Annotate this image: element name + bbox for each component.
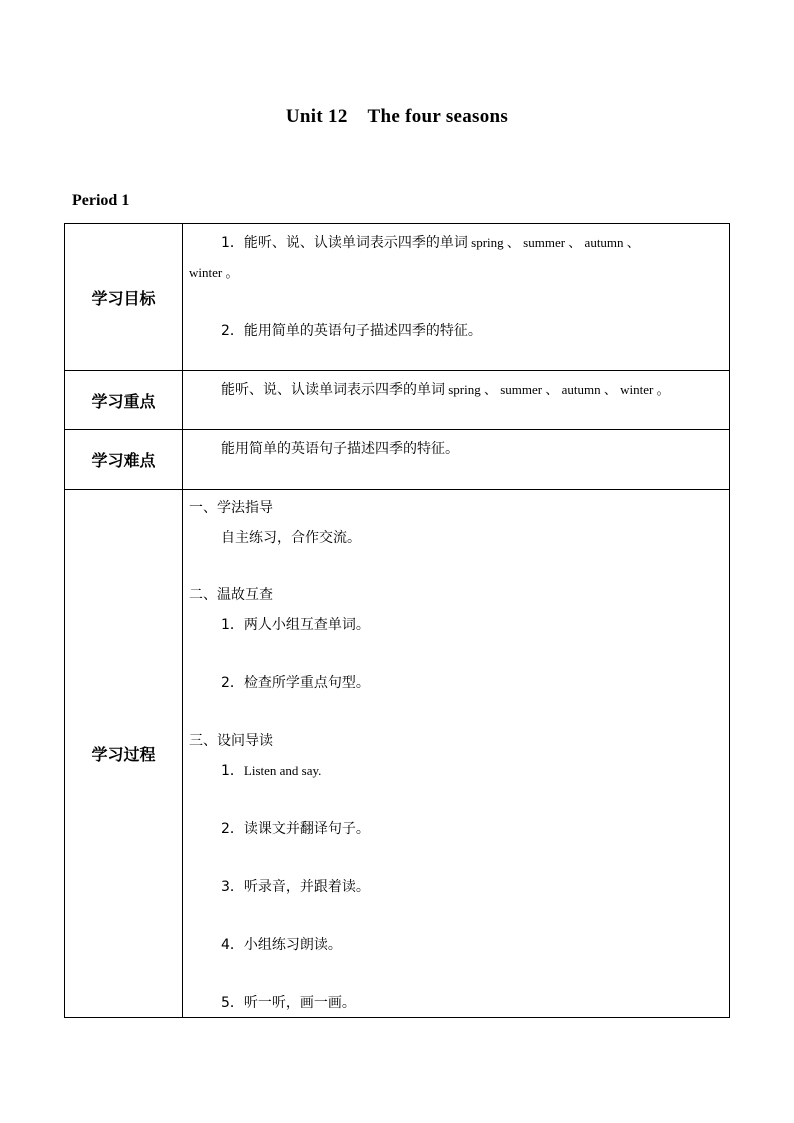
process-s3-item-5-number: 5． bbox=[221, 995, 244, 1011]
process-s2-item-2-number: 2． bbox=[221, 675, 244, 691]
objectives-label: 学习目标 bbox=[65, 224, 183, 371]
process-section-3-item-3 bbox=[189, 878, 723, 896]
process-section-3-item-5 bbox=[189, 994, 723, 1012]
process-s3-item-2-text: 读课文并翻译句子。 bbox=[243, 821, 370, 837]
table-row-process bbox=[65, 490, 730, 1018]
process-section-1-text: 自主练习，合作交流。 bbox=[221, 530, 361, 546]
objective-item-1-number: 1． bbox=[221, 235, 244, 251]
process-section-2-heading: 二、温故互查 bbox=[189, 587, 273, 603]
process-content bbox=[183, 490, 730, 1018]
difficulties-label: 学习难点 bbox=[65, 430, 183, 490]
process-s2-item-2-text: 检查所学重点句型。 bbox=[243, 675, 370, 691]
process-section-1-heading: 一、学法指导 bbox=[189, 500, 273, 516]
document-title: Unit 12 The four seasons bbox=[285, 106, 509, 127]
process-s3-item-5-text: 听一听，画一画。 bbox=[243, 995, 356, 1011]
process-s3-item-4-number: 4． bbox=[221, 937, 244, 953]
process-s2-item-1-number: 1． bbox=[221, 617, 244, 633]
objective-item-1 bbox=[189, 234, 723, 252]
difficulties-text: 能用简单的英语句子描述四季的特征。 bbox=[221, 441, 459, 457]
table-row-difficulties bbox=[65, 430, 730, 490]
process-section-3-heading: 三、设问导读 bbox=[189, 733, 273, 749]
process-s2-item-1-text: 两人小组互查单词。 bbox=[243, 617, 370, 633]
process-section-3-item-2 bbox=[189, 820, 723, 838]
process-label: 学习过程 bbox=[65, 490, 183, 1018]
key-points-text: 能听、说、认读单词表示四季的单词 bbox=[221, 382, 445, 398]
objective-item-2 bbox=[189, 322, 723, 340]
table-row-key-points bbox=[65, 371, 730, 430]
key-points-words: spring 、 summer 、 autumn 、 winter 。 bbox=[445, 382, 670, 397]
process-section-2-item-1 bbox=[189, 616, 723, 634]
process-s3-item-2-number: 2． bbox=[221, 821, 244, 837]
process-section-2-item-2 bbox=[189, 674, 723, 692]
process-section-3-item-1 bbox=[189, 762, 723, 780]
process-s3-item-3-number: 3． bbox=[221, 879, 244, 895]
objective-item-1-text: 能听、说、认读单词表示四季的单词 bbox=[243, 235, 468, 251]
process-s3-item-1-number: 1． bbox=[221, 763, 244, 779]
objective-item-1-continuation bbox=[189, 264, 723, 282]
objective-item-1-words: spring 、 summer 、 autumn 、 bbox=[467, 235, 640, 250]
objective-item-2-text: 能用简单的英语句子描述四季的特征。 bbox=[243, 323, 482, 339]
key-points-label: 学习重点 bbox=[65, 371, 183, 430]
process-s3-item-1-text: Listen and say. bbox=[243, 763, 322, 778]
key-points-text-line bbox=[189, 381, 723, 399]
objective-item-1-cont: winter 。 bbox=[189, 265, 239, 280]
difficulties-content bbox=[183, 430, 730, 490]
table-row-objectives bbox=[65, 224, 730, 371]
key-points-content bbox=[183, 371, 730, 430]
process-s3-item-4-text: 小组练习朗读。 bbox=[243, 937, 342, 953]
objectives-content bbox=[183, 224, 730, 371]
process-s3-item-3-text: 听录音，并跟着读。 bbox=[243, 879, 370, 895]
objective-item-2-number: 2． bbox=[221, 323, 244, 339]
process-section-3-item-4 bbox=[189, 936, 723, 954]
study-plan-table bbox=[64, 223, 730, 1018]
period-heading: Period 1 bbox=[72, 192, 130, 209]
